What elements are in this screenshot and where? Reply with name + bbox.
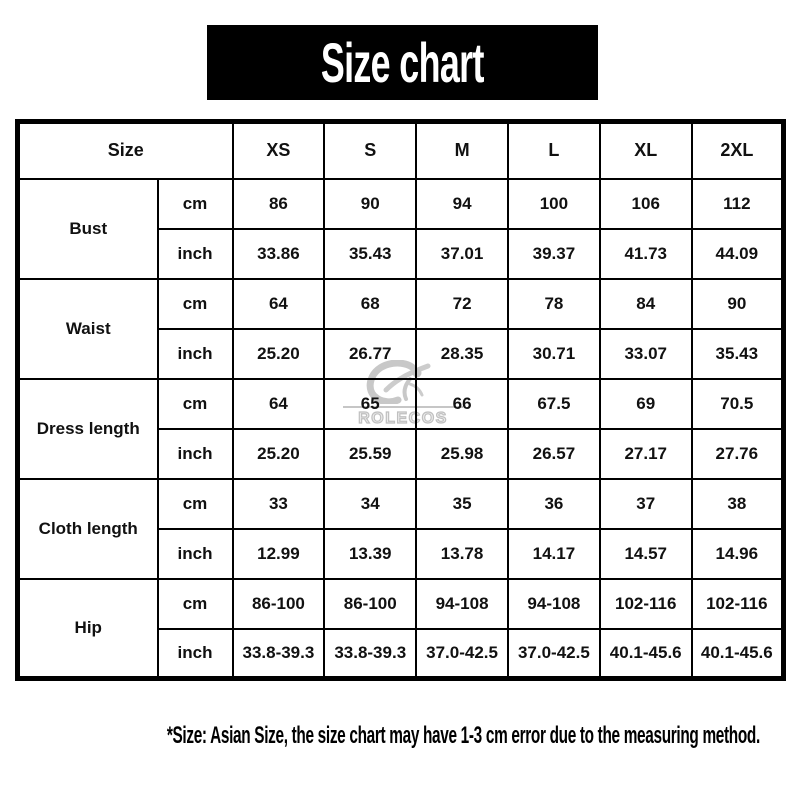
row-label-hip: Hip (18, 579, 158, 679)
value-cell: 64 (233, 379, 325, 429)
value-cell: 25.20 (233, 329, 325, 379)
value-cell: 27.17 (600, 429, 692, 479)
value-cell: 36 (508, 479, 600, 529)
value-cell: 37.01 (416, 229, 508, 279)
size-note (0, 722, 800, 750)
value-cell: 86 (233, 179, 325, 229)
value-cell: 33.86 (233, 229, 325, 279)
value-cell: 35 (416, 479, 508, 529)
value-cell: 13.39 (324, 529, 416, 579)
header-cell-l: L (508, 122, 600, 179)
value-cell: 69 (600, 379, 692, 429)
value-cell: 100 (508, 179, 600, 229)
unit-cell-inch: inch (158, 429, 233, 479)
value-cell: 14.57 (600, 529, 692, 579)
value-cell: 102-116 (600, 579, 692, 629)
value-cell: 37.0-42.5 (416, 629, 508, 679)
cloth-length-cm-row (18, 479, 784, 529)
value-cell: 44.09 (692, 229, 784, 279)
value-cell: 33.8-39.3 (324, 629, 416, 679)
watermark-brand-text: ROLECOS (358, 410, 448, 427)
value-cell: 28.35 (416, 329, 508, 379)
value-cell: 25.59 (324, 429, 416, 479)
value-cell: 94-108 (508, 579, 600, 629)
header-cell-m: M (416, 122, 508, 179)
unit-cell-cm: cm (158, 179, 233, 229)
value-cell: 72 (416, 279, 508, 329)
page-title: Size chart (321, 31, 484, 94)
value-cell: 33.8-39.3 (233, 629, 325, 679)
header-cell-xs: XS (233, 122, 325, 179)
header-cell-s: S (324, 122, 416, 179)
value-cell: 26.57 (508, 429, 600, 479)
waist-cm-row (18, 279, 784, 329)
value-cell: 94-108 (416, 579, 508, 629)
table-header-row (18, 122, 784, 179)
value-cell: 26.77 (324, 329, 416, 379)
value-cell: 40.1-45.6 (600, 629, 692, 679)
dress-length-cm-row (18, 379, 784, 429)
unit-cell-inch: inch (158, 329, 233, 379)
value-cell: 25.20 (233, 429, 325, 479)
value-cell: 35.43 (324, 229, 416, 279)
row-label-dress-length: Dress length (18, 379, 158, 479)
unit-cell-inch: inch (158, 629, 233, 679)
unit-cell-inch: inch (158, 529, 233, 579)
value-cell: 27.76 (692, 429, 784, 479)
value-cell: 78 (508, 279, 600, 329)
value-cell: 106 (600, 179, 692, 229)
value-cell: 64 (233, 279, 325, 329)
unit-cell-inch: inch (158, 229, 233, 279)
header-cell-xl: XL (600, 122, 692, 179)
value-cell: 25.98 (416, 429, 508, 479)
value-cell: 13.78 (416, 529, 508, 579)
value-cell: 86-100 (324, 579, 416, 629)
hip-cm-row (18, 579, 784, 629)
value-cell: 102-116 (692, 579, 784, 629)
value-cell: 68 (324, 279, 416, 329)
value-cell: 37 (600, 479, 692, 529)
value-cell: 90 (692, 279, 784, 329)
value-cell: 39.37 (508, 229, 600, 279)
value-cell: 12.99 (233, 529, 325, 579)
title-banner (207, 25, 598, 100)
value-cell: 40.1-45.6 (692, 629, 784, 679)
size-chart-table (15, 119, 786, 681)
value-cell: 66 (416, 379, 508, 429)
row-label-waist: Waist (18, 279, 158, 379)
value-cell: 30.71 (508, 329, 600, 379)
unit-cell-cm: cm (158, 579, 233, 629)
value-cell: 37.0-42.5 (508, 629, 600, 679)
unit-cell-cm: cm (158, 379, 233, 429)
value-cell: 67.5 (508, 379, 600, 429)
row-label-cloth-length: Cloth length (18, 479, 158, 579)
value-cell: 34 (324, 479, 416, 529)
value-cell: 33.07 (600, 329, 692, 379)
value-cell: 112 (692, 179, 784, 229)
value-cell: 70.5 (692, 379, 784, 429)
value-cell: 65 (324, 379, 416, 429)
row-label-bust: Bust (18, 179, 158, 279)
unit-cell-cm: cm (158, 479, 233, 529)
value-cell: 90 (324, 179, 416, 229)
value-cell: 14.17 (508, 529, 600, 579)
bust-cm-row (18, 179, 784, 229)
value-cell: 41.73 (600, 229, 692, 279)
value-cell: 94 (416, 179, 508, 229)
header-cell-size: Size (18, 122, 233, 179)
value-cell: 33 (233, 479, 325, 529)
value-cell: 84 (600, 279, 692, 329)
value-cell: 38 (692, 479, 784, 529)
header-cell-2xl: 2XL (692, 122, 784, 179)
value-cell: 35.43 (692, 329, 784, 379)
value-cell: 86-100 (233, 579, 325, 629)
size-note-text: *Size: Asian Size, the size chart may have 1-3 cm error due to the measuring method. (166, 722, 760, 749)
unit-cell-cm: cm (158, 279, 233, 329)
value-cell: 14.96 (692, 529, 784, 579)
